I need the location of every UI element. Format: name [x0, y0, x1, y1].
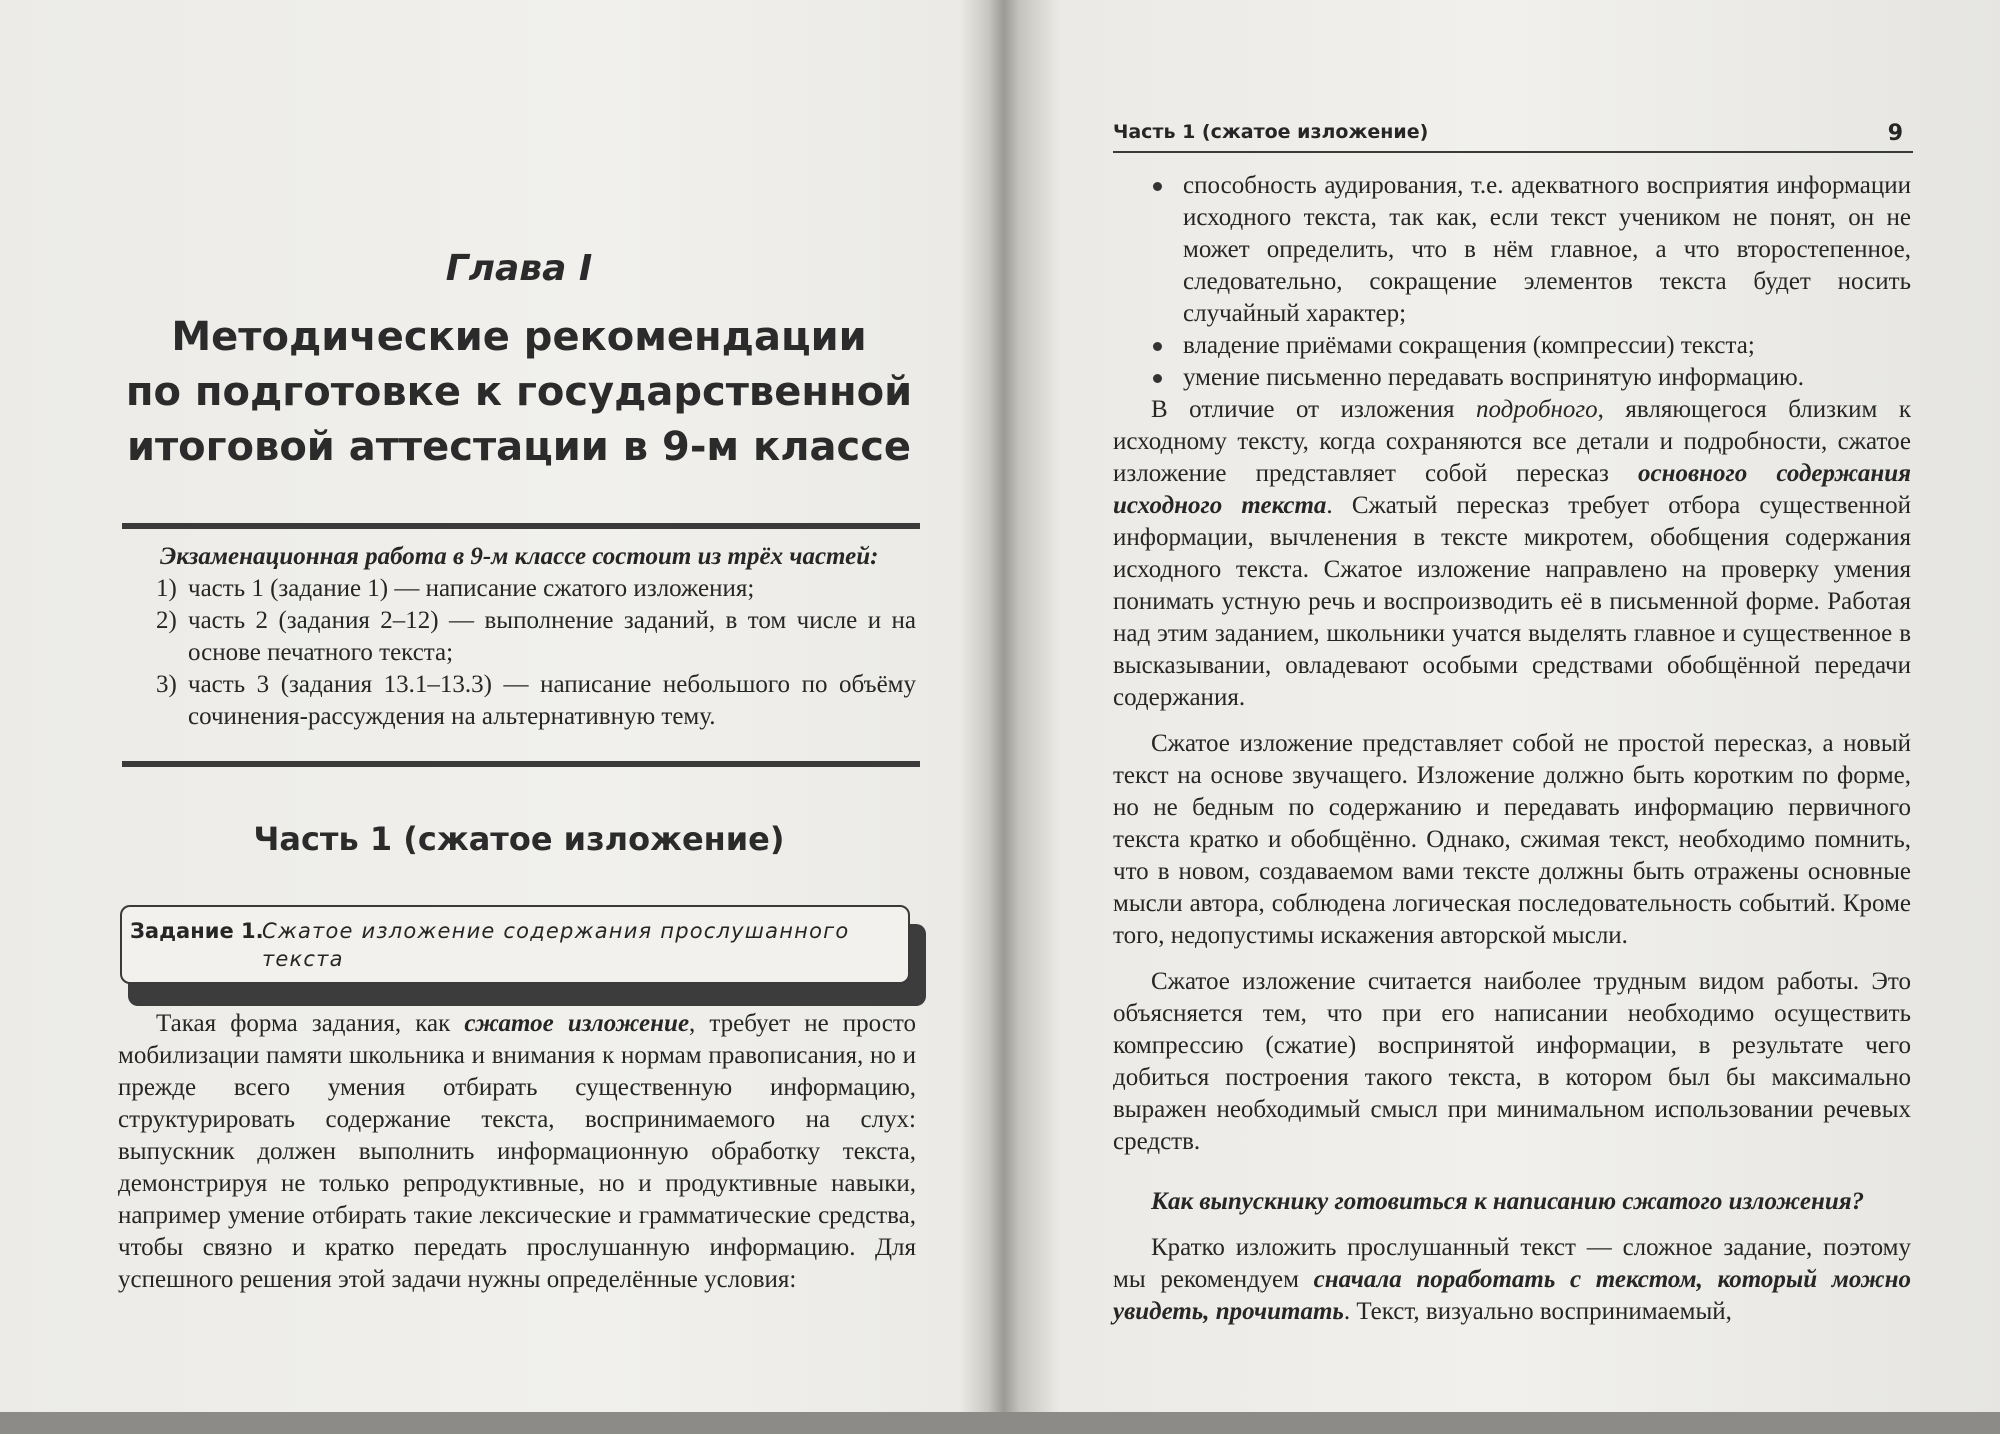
text-run: В отличие от изложения [1151, 396, 1476, 423]
body-paragraph [118, 1008, 916, 1296]
exam-heading: Экзаменационная работа в 9-м классе состоит из трёх частей: [160, 543, 879, 570]
left-page [118, 0, 920, 1412]
page-number: 9 [1887, 121, 1903, 146]
exam-item-number: 1) [156, 575, 177, 602]
header-rule [1113, 151, 1913, 153]
running-head-title: Часть 1 (сжатое изложение) [1113, 121, 1429, 143]
emphasis: сначала поработать с текстом, который можно увидеть, прочитать [1113, 1266, 1911, 1325]
chapter-title-line: итоговой аттестации в 9-м классе [126, 424, 912, 470]
spacer [1113, 1158, 1911, 1172]
chapter-title [118, 310, 920, 475]
emphasis: подробного [1475, 396, 1598, 423]
bullet-item [1113, 362, 1911, 394]
body-paragraph [1113, 1232, 1911, 1328]
bullet-text: способность аудирования, т.е. адекватного восприятия информации исходного текста, так как, если текст учеником не понят, он не может определить, что в нём главное, а что второстепенное, следовательно, сокращение элементов текста будет носить случайный характер; [1183, 172, 1911, 327]
exam-item-number: 2) [156, 607, 177, 634]
exam-item-text: часть 2 (задания 2–12) — выполнение заданий, в том числе и на основе печатного текста; [188, 607, 916, 666]
task-box [120, 905, 910, 984]
task-label: Задание 1. [130, 919, 264, 943]
spacer [1113, 1172, 1911, 1186]
part-title: Часть 1 (сжатое изложение) [253, 820, 785, 858]
chapter-title-line: по подготовке к государственной [125, 369, 913, 415]
body-paragraph: Сжатое изложение считается наиболее трудным видом работы. Это объясняется тем, что при его написании необходимо осуществить компрессию (сжатие) воспринятой информации, в результате чего добиться построения такого текста, в котором был бы максимально выражен необходимый смысл при минимальном использовании речевых средств. [1113, 968, 1911, 1155]
body-paragraph [1113, 394, 1911, 714]
right-page [1113, 0, 1913, 1412]
bullet-icon [1153, 374, 1162, 383]
spacer [1113, 714, 1911, 728]
body-paragraph: Сжатое изложение представляет собой не простой пересказ, а новый текст на основе звучащего. Изложение должно быть коротким по форме, но не бедным по содержанию и передавать информацию первичного текста кратко и обобщённо. Однако, сжимая текст, необходимо помнить, что в новом, создаваемом вами тексте должны быть отражены основные мысли автора, соблюдена логическая последовательность событий. Кроме того, недопустимы искажения авторской мысли. [1113, 730, 1911, 949]
exam-structure-box [118, 523, 920, 769]
right-page-text [1113, 170, 1911, 1328]
spacer [1113, 952, 1911, 966]
text-run: . Текст, визуально воспринимаемый, [1343, 1298, 1732, 1325]
rule-bottom [122, 761, 920, 767]
text-run: Кратко изложить прослушанный текст — сложное задание, поэтому мы рекомендуем [1113, 1234, 1911, 1293]
exam-item-text: часть 3 (задания 13.1–13.3) — написание небольшого по объёму сочинения-рассуждения на альтернативную тему. [188, 671, 916, 730]
text-run: , требует не просто мобилизации памяти школьника и внимания к нормам правописания, но и прежде всего умения отбирать существенную информацию, структурировать содержание текста, воспринимаемого на слух: выпускник должен выполнить информационную обработку текста, демонстрируя не только репродуктивные, но и продуктивные навыки, например умение отбирать такие лексические и грамматические средства, чтобы связно и кратко передать прослушанную информацию. Для успешного решения этой задачи нужны определённые условия: [118, 1010, 916, 1293]
emphasis: основного содержания исходного текста [1113, 460, 1911, 519]
emphasis: сжатое изложение [464, 1010, 690, 1037]
exam-item [156, 573, 916, 605]
rule-top [122, 523, 920, 529]
bullet-text: умение письменно передавать воспринятую информацию. [1183, 364, 1804, 391]
exam-item-text: часть 1 (задание 1) — написание сжатого изложения; [188, 575, 755, 602]
exam-item [156, 605, 916, 669]
exam-item [156, 669, 916, 733]
bullet-item [1113, 330, 1911, 362]
text-run: Такая форма задания, как [156, 1010, 465, 1037]
exam-list [156, 573, 916, 733]
chapter-number: Глава I [445, 248, 593, 289]
exam-item-number: 3) [156, 671, 177, 698]
chapter-title-line: Методические рекомендации [171, 314, 867, 360]
bullet-icon [1153, 342, 1162, 351]
question-heading: Как выпускнику готовиться к написанию сжатого изложения? [1151, 1188, 1865, 1215]
spacer [1113, 1218, 1911, 1232]
bullet-item [1113, 170, 1911, 330]
scan-bottom-edge [0, 1412, 2000, 1434]
text-run: , являющегося близким к исходному тексту, когда сохраняются все детали и подробности, сжатое изложение представляет собой пересказ [1113, 396, 1911, 487]
text-run: . Сжатый пересказ требует отбора существенной информации, вычленения в тексте микротем, обобщения содержания исходного текста. Сжатое изложение направлено на проверку умения понимать устную речь и воспроизводить её в письменной форме. Работая над этим заданием, школьники учатся выделять главное и существенное в высказывании, овладевают особыми средствами обобщённой передачи содержания. [1113, 492, 1912, 711]
running-head [1113, 121, 1913, 157]
bullet-icon [1153, 182, 1162, 191]
bullet-text: владение приёмами сокращения (компрессии) текста; [1183, 332, 1755, 359]
task-text: Сжатое изложение содержания прослушанного текста [262, 919, 850, 971]
